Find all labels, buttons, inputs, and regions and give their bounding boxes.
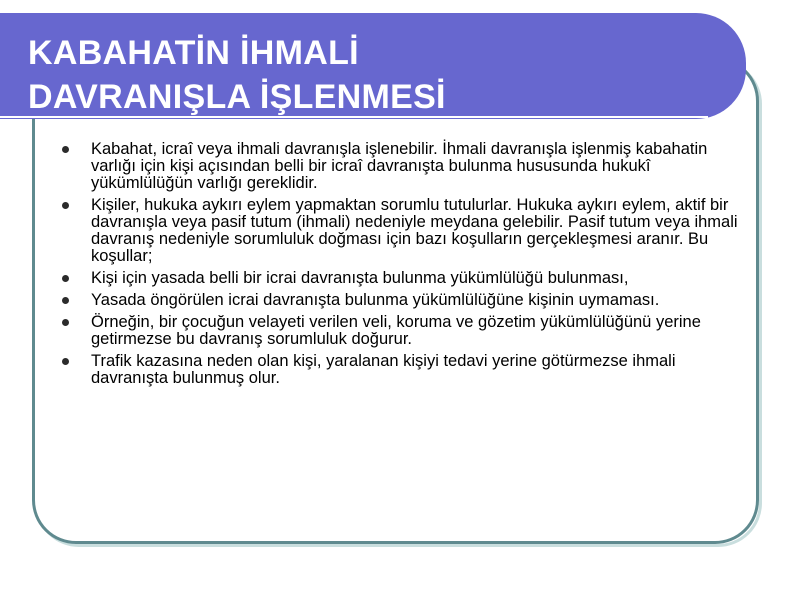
title-banner: [0, 13, 746, 119]
bullet-dot-icon: [62, 297, 69, 304]
bullet-list: [58, 141, 738, 392]
bullet-item: [58, 314, 738, 348]
bullet-dot-icon: [62, 146, 69, 153]
bullet-text: Kabahat, icraî veya ihmali davranışla işlenebilir. İhmali davranışla işlenmiş kabahatin varlığı için kişi açısından belli bir icraî davranışta bulunma hususunda hukukî yükümlülüğün varlığı gereklidir.: [91, 140, 708, 192]
bullet-item: [58, 141, 738, 192]
slide-title: [28, 31, 446, 119]
bullet-dot-icon: [62, 319, 69, 326]
slide-title-line-2: DAVRANIŞLA İŞLENMESİ: [28, 78, 446, 116]
bullet-text: Yasada öngörülen icrai davranışta bulunma yükümlülüğüne kişinin uymaması.: [91, 291, 660, 309]
bullet-text: Örneğin, bir çocuğun velayeti verilen veli, koruma ve gözetim yükümlülüğünü yerine getirmezse bu davranış sorumluluk doğurur.: [91, 313, 701, 348]
bullet-item: [58, 353, 738, 387]
bullet-dot-icon: [62, 358, 69, 365]
bullet-text: Kişiler, hukuka aykırı eylem yapmaktan sorumlu tutulurlar. Hukuka aykırı eylem, aktif bir davranışla veya pasif tutum (ihmali) nedeniyle meydana gelebilir. Pasif tutum veya ihmali davranış nedeniyle sorumluluk doğması için bazı koşulların gerçekleşmesi aranır. Bu koşullar;: [91, 196, 738, 265]
bullet-item: [58, 292, 738, 309]
bullet-item: [58, 197, 738, 265]
title-underline: [0, 116, 708, 118]
slide-title-line-1: KABAHATİN İHMALİ: [28, 34, 359, 72]
bullet-text: Kişi için yasada belli bir icrai davranışta bulunma yükümlülüğü bulunması,: [91, 269, 629, 287]
bullet-text: Trafik kazasına neden olan kişi, yaralanan kişiyi tedavi yerine götürmezse ihmali davranışta bulunmuş olur.: [91, 352, 676, 387]
bullet-dot-icon: [62, 275, 69, 282]
bullet-item: [58, 270, 738, 287]
bullet-dot-icon: [62, 202, 69, 209]
